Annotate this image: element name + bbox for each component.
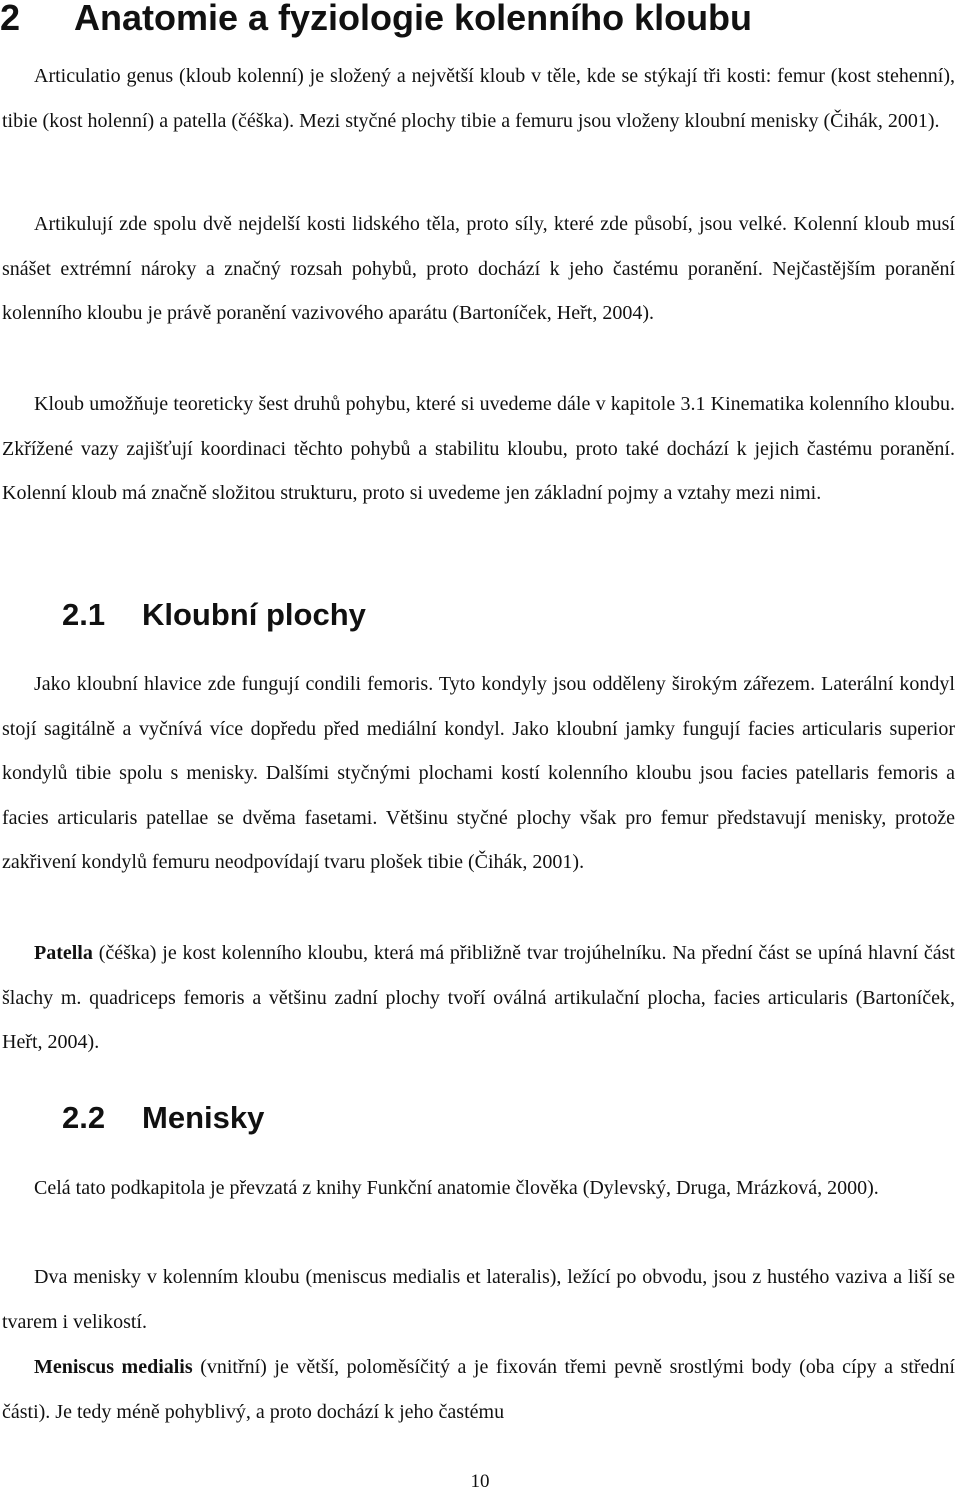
paragraph: Dva menisky v kolenním kloubu (meniscus medialis et lateralis), ležící po obvodu, jsou z hustého vaziva a liší se tvarem i velikostí.	[2, 1266, 955, 1333]
page-number: 10	[470, 1471, 490, 1492]
chapter-number: 2	[0, 0, 21, 38]
section-heading	[62, 1098, 264, 1138]
paragraph: Kloub umožňuje teoreticky šest druhů pohybu, které si uvedeme dále v kapitole 3.1 Kinematika kolenního kloubu. Zkřížené vazy zajišťují koordinaci těchto pohybů a stabilitu kloubu, proto také dochází k jejich častému poranění. Kolenní kloub má značně složitou strukturu, proto si uvedeme jen základní pojmy a vztahy mezi nimi.	[2, 393, 955, 504]
section-title: Menisky	[142, 1100, 265, 1135]
chapter-heading	[0, 0, 960, 42]
paragraph: Artikulují zde spolu dvě nejdelší kosti lidského těla, proto síly, které zde působí, jsou velké. Kolenní kloub musí snášet extrémní nároky a značný rozsah pohybů, proto dochází k jeho častému poranění. Nejčastějším poranění kolenního kloubu je právě poranění vazivového aparátu (Bartoníček, Heřt, 2004).	[2, 213, 955, 324]
paragraph	[2, 931, 955, 1065]
term-bold: Patella	[34, 942, 93, 964]
section-title: Kloubní plochy	[142, 597, 366, 632]
term-bold: Meniscus medialis	[34, 1356, 193, 1378]
paragraph	[2, 1345, 955, 1434]
section-number: 2.1	[62, 597, 106, 632]
paragraph: Articulatio genus (kloub kolenní) je složený a největší kloub v těle, kde se stýkají tři kosti: femur (kost stehenní), tibie (kost holenní) a patella (čéška). Mezi styčné plochy tibie a femuru jsou vloženy kloubní menisky (Čihák, 2001).	[2, 65, 955, 132]
paragraph: Jako kloubní hlavice zde fungují condili femoris. Tyto kondyly jsou odděleny širokým zářezem. Laterální kondyl stojí sagitálně a vyčnívá více dopředu před mediální kondyl. Jako kloubní jamky fungují facies articularis superior kondylů tibie spolu s menisky. Dalšími styčnými plochami kostí kolenního kloubu jsou facies patellaris femoris a facies articularis patellae se dvěma fasetami. Většinu styčné plochy však pro femur představují menisky, protože zakřivení kondylů femuru neodpovídají tvaru plošek tibie (Čihák, 2001).	[2, 673, 955, 873]
section-heading	[62, 595, 366, 635]
section-number: 2.2	[62, 1100, 106, 1135]
chapter-title: Anatomie a fyziologie kolenního kloubu	[74, 0, 753, 38]
paragraph-text: (čéška) je kost kolenního kloubu, která má přibližně tvar trojúhelníku. Na přední část se upíná hlavní část šlachy m. quadriceps femoris a většinu zadní plochy tvoří oválná artikulační plocha, facies articularis (Bartoníček, Heřt, 2004).	[2, 942, 955, 1053]
paragraph-text: (vnitřní) je větší, poloměsíčitý a je fixován třemi pevně srostlými body (oba cípy a střední části). Je tedy méně pohyblivý, a proto dochází k jeho častému	[2, 1356, 955, 1423]
paragraph: Celá tato podkapitola je převzatá z knihy Funkční anatomie člověka (Dylevský, Druga, Mrázková, 2000).	[34, 1177, 879, 1199]
